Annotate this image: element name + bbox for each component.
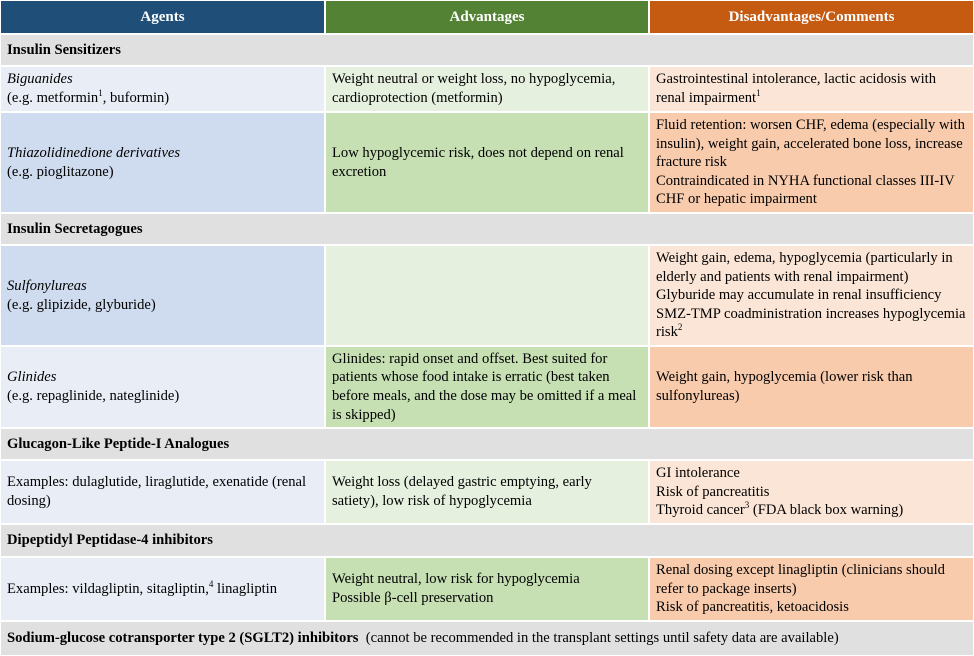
sglt2-note: (cannot be recommended in the transplant settings until safety data are available) <box>365 630 839 646</box>
table-row <box>0 245 974 346</box>
table-row <box>0 460 974 524</box>
disadvantages-cell: Weight gain, edema, hypoglycemia (particularly in elderly and patients with renal impairment) Glyburide may accumulate in renal insufficiency SMZ-TMP coadministration increases hypoglycemia risk$^2$ <box>649 245 974 346</box>
agent-examples: (e.g. glipizide, glyburide) <box>7 296 156 313</box>
table-row <box>0 346 974 428</box>
agent-cell <box>0 112 325 213</box>
section-row <box>0 621 974 656</box>
disadvantages-cell: Gastrointestinal intolerance, lactic acidosis with renal impairment$^1$ <box>649 66 974 112</box>
agent-name: Biguanides <box>7 71 73 88</box>
table-header-row <box>0 0 974 34</box>
section-glp1: Glucagon-Like Peptide-I Analogues <box>0 428 974 460</box>
header-disadvantages: Disadvantages/Comments <box>649 0 974 34</box>
advantages-cell: Weight neutral or weight loss, no hypoglycemia, cardioprotection (metformin) <box>325 66 649 112</box>
section-row <box>0 213 974 245</box>
advantages-cell: Weight loss (delayed gastric emptying, early satiety), low risk of hypoglycemia <box>325 460 649 524</box>
agent-name: Glinides <box>7 369 57 386</box>
agent-cell <box>0 557 325 621</box>
advantages-cell: Glinides: rapid onset and offset. Best suited for patients whose food intake is erratic (best taken before meals, and the dose may be omitted if a meal is skipped) <box>325 346 649 428</box>
advantages-cell: Weight neutral, low risk for hypoglycemia Possible β-cell preservation <box>325 557 649 621</box>
section-insulin-secretagogues: Insulin Secretagogues <box>0 213 974 245</box>
disadvantages-cell: Renal dosing except linagliptin (clinicians should refer to package inserts) Risk of pancreatitis, ketoacidosis <box>649 557 974 621</box>
agent-cell <box>0 460 325 524</box>
table-row <box>0 112 974 213</box>
agent-cell <box>0 66 325 112</box>
section-row <box>0 524 974 557</box>
header-advantages: Advantages <box>325 0 649 34</box>
agent-examples: Examples: vildagliptin, sitagliptin,$^4$ linagliptin <box>7 578 278 597</box>
advantages-cell <box>325 245 649 346</box>
section-dpp4: Dipeptidyl Peptidase-4 inhibitors <box>0 524 974 557</box>
section-row <box>0 34 974 66</box>
disadvantages-cell: Weight gain, hypoglycemia (lower risk than sulfonylureas) <box>649 346 974 428</box>
agent-cell <box>0 346 325 428</box>
agent-examples: Examples: dulaglutide, liraglutide, exenatide (renal dosing) <box>7 474 307 509</box>
header-agents: Agents <box>0 0 325 34</box>
agent-cell <box>0 245 325 346</box>
agent-examples: (e.g. repaglinide, nateglinide) <box>7 388 180 404</box>
section-row <box>0 428 974 460</box>
agent-examples: (e.g. metformin$^1$, buformin) <box>7 88 170 106</box>
sglt2-title: Sodium-glucose cotransporter type 2 (SGLT2) inhibitors <box>7 630 359 646</box>
section-insulin-sensitizers: Insulin Sensitizers <box>0 34 974 66</box>
section-sglt2 <box>0 621 974 656</box>
agent-name: Thiazolidinedione derivatives <box>7 144 181 161</box>
table-row <box>0 557 974 621</box>
table-row <box>0 66 974 112</box>
agent-name: Sulfonylureas <box>7 277 87 294</box>
disadvantages-cell: Fluid retention: worsen CHF, edema (especially with insulin), weight gain, accelerated bone loss, increase fracture risk Contraindicated in NYHA functional classes III-IV CHF or hepatic impairment <box>649 112 974 213</box>
disadvantages-cell: GI intolerance Risk of pancreatitis Thyroid cancer$^3$ (FDA black box warning) <box>649 460 974 524</box>
advantages-cell: Low hypoglycemic risk, does not depend on renal excretion <box>325 112 649 213</box>
agent-examples: (e.g. pioglitazone) <box>7 163 114 180</box>
